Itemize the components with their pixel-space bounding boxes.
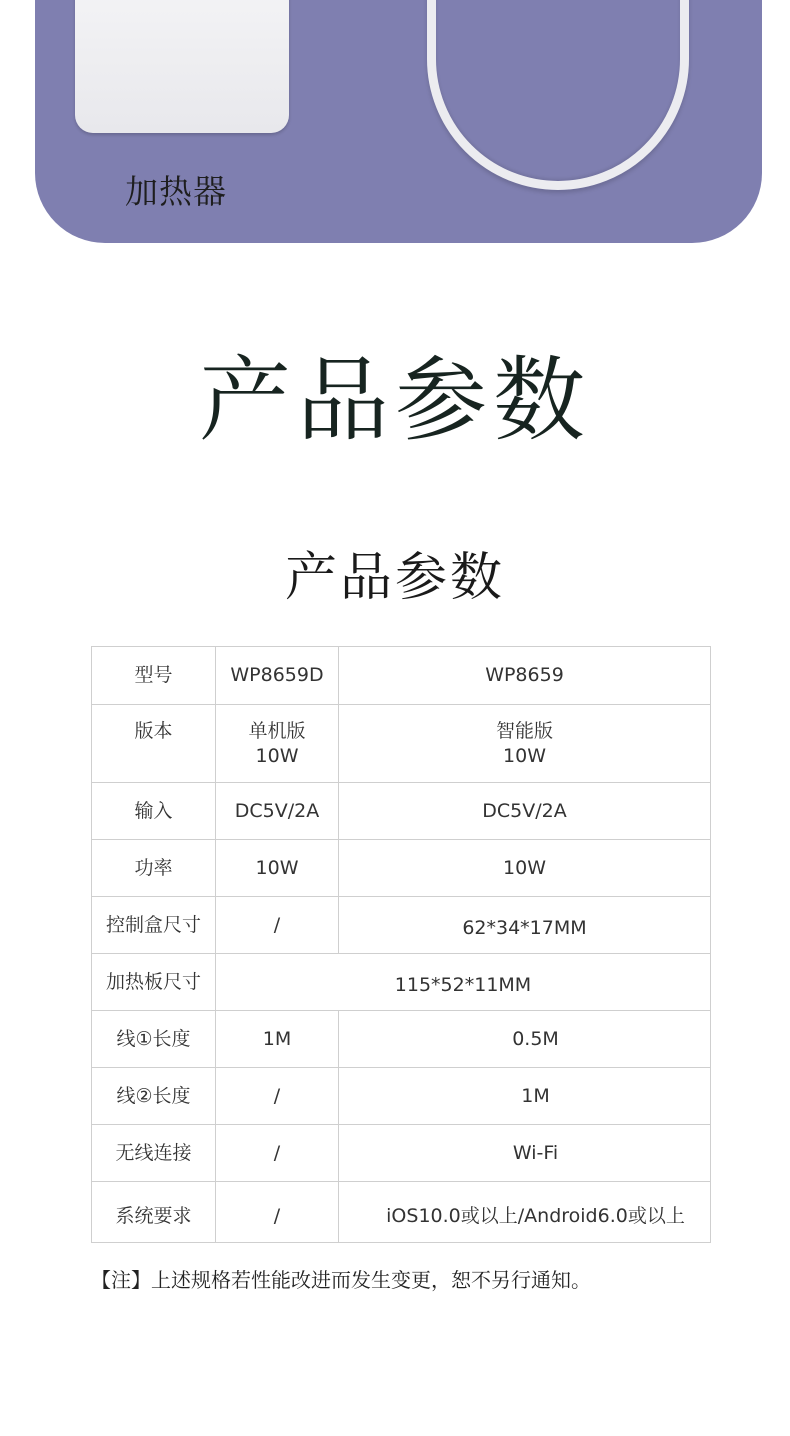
cable-product-image xyxy=(427,0,689,190)
smart-version-name: 智能版 xyxy=(495,719,553,742)
smart-version-power: 10W xyxy=(503,744,546,767)
table-row-model xyxy=(92,647,711,705)
row-label: 版本 xyxy=(92,705,216,783)
spec-table xyxy=(91,646,711,1243)
standalone-value: 10W xyxy=(216,840,339,897)
heater-product-image xyxy=(75,0,289,133)
row-label: 系统要求 xyxy=(92,1182,216,1243)
table-row-input xyxy=(92,783,711,840)
product-banner xyxy=(35,0,762,243)
smart-value: Wi-Fi xyxy=(339,1125,711,1182)
table-row-version xyxy=(92,705,711,783)
shared-value: 115*52*11MM xyxy=(216,954,711,1011)
table-row-wireless xyxy=(92,1125,711,1182)
table-row-power xyxy=(92,840,711,897)
standalone-value: / xyxy=(216,1068,339,1125)
row-label: 加热板尺寸 xyxy=(92,954,216,1011)
table-row-heating-plate-size xyxy=(92,954,711,1011)
disclaimer-note: 【注】上述规格若性能改进而发生变更，恕不另行通知。 xyxy=(91,1268,591,1292)
smart-value xyxy=(339,705,711,783)
table-row-control-box-size xyxy=(92,897,711,954)
standalone-value: DC5V/2A xyxy=(216,783,339,840)
smart-value: iOS10.0或以上/Android6.0或以上 xyxy=(339,1182,711,1243)
row-label: 无线连接 xyxy=(92,1125,216,1182)
row-label: 线②长度 xyxy=(92,1068,216,1125)
standalone-value: / xyxy=(216,1182,339,1243)
table-title: 产品参数 xyxy=(284,548,505,608)
table-row-cable1-length xyxy=(92,1011,711,1068)
standalone-version-power: 10W xyxy=(255,744,299,767)
standalone-value: 1M xyxy=(216,1011,339,1068)
row-label: 功率 xyxy=(92,840,216,897)
standalone-value: / xyxy=(216,897,339,954)
table-row-cable2-length xyxy=(92,1068,711,1125)
smart-value: 10W xyxy=(339,840,711,897)
standalone-value xyxy=(216,705,339,783)
smart-value: DC5V/2A xyxy=(339,783,711,840)
row-label: 型号 xyxy=(92,647,216,705)
standalone-value: / xyxy=(216,1125,339,1182)
heater-label: 加热器 xyxy=(125,172,227,211)
smart-value: 62*34*17MM xyxy=(339,897,711,954)
section-title: 产品参数 xyxy=(198,347,591,454)
standalone-version-name: 单机版 xyxy=(248,719,306,742)
standalone-value: WP8659D xyxy=(216,647,339,705)
table-row-system-requirements xyxy=(92,1182,711,1243)
smart-value: WP8659 xyxy=(339,647,711,705)
smart-value: 1M xyxy=(339,1068,711,1125)
row-label: 线①长度 xyxy=(92,1011,216,1068)
row-label: 控制盒尺寸 xyxy=(92,897,216,954)
row-label: 输入 xyxy=(92,783,216,840)
smart-value: 0.5M xyxy=(339,1011,711,1068)
